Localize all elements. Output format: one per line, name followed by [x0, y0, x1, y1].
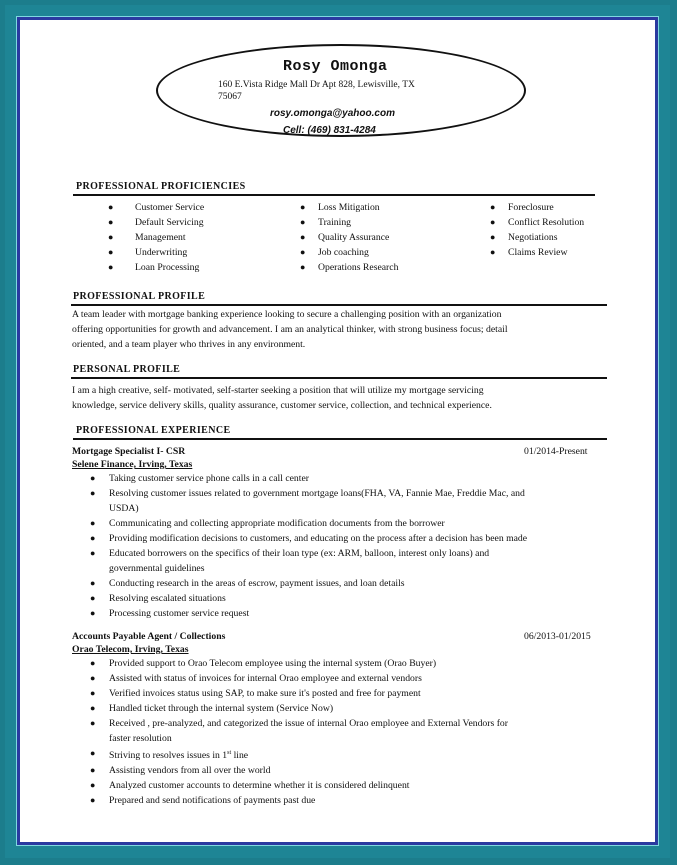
job-bullets — [90, 471, 620, 621]
job-dates: 01/2014-Present — [524, 446, 588, 457]
list-item: ● Negotiations — [490, 232, 558, 243]
address-line-2: 75067 — [218, 92, 242, 102]
list-item: ● Resolving customer issues related to government mortgage loans(FHA, VA, Fannie Mae, Freddie Mac, and USDA) — [90, 488, 525, 514]
proficiency-column-2 — [300, 200, 480, 275]
list-item: ● Management — [108, 232, 186, 243]
candidate-name: Rosy Omonga — [283, 58, 388, 75]
list-item: ● Striving to resolves issues in 1st line — [90, 748, 249, 762]
list-item: ● Underwriting — [108, 247, 188, 258]
list-item: ● Claims Review — [490, 247, 568, 258]
list-item: ● Providing modification decisions to customers, and educating on the process after a decision has been made — [90, 533, 528, 544]
list-item: ● Prepared and send notifications of payments past due — [90, 795, 316, 807]
list-item: ● Provided support to Orao Telecom employee using the internal system (Orao Buyer) — [90, 658, 437, 669]
job-title: Mortgage Specialist I- CSR — [72, 446, 186, 457]
list-item: ● Analyzed customer accounts to determine whether it is considered delinquent — [90, 780, 410, 792]
divider — [71, 377, 607, 379]
list-item: ● Resolving escalated situations — [90, 593, 226, 604]
list-item: ● Loss Mitigation — [300, 202, 380, 213]
list-item: ● Verified invoices status using SAP, to make sure it's posted and free for payment — [90, 688, 421, 699]
list-item: ● Conducting research in the areas of escrow, payment issues, and loan details — [90, 578, 405, 589]
list-item: ● Communicating and collecting appropriate modification documents from the borrower — [90, 518, 445, 529]
divider — [73, 194, 595, 196]
list-item: ● Default Servicing — [108, 217, 204, 228]
personal-text: I am a high creative, self- motivated, self-starter seeking a position that will utilize my mortgage servicing knowledge, service delivery skills, quality assurance, customer service, collection, and technical experience. — [72, 385, 492, 411]
list-item: ● Taking customer service phone calls in a call center — [90, 473, 309, 484]
job-title: Accounts Payable Agent / Collections — [72, 631, 226, 642]
proficiency-column-1 — [108, 200, 288, 275]
job-company: Selene Finance, Irving, Texas — [72, 459, 193, 470]
job-company: Orao Telecom, Irving, Texas — [72, 644, 189, 655]
divider — [71, 304, 607, 306]
list-item: ● Assisting vendors from all over the world — [90, 765, 271, 777]
address-line-1: 160 E.Vista Ridge Mall Dr Apt 828, Lewisville, TX — [218, 80, 415, 90]
list-item: ● Processing customer service request — [90, 608, 250, 619]
list-item: ● Conflict Resolution — [490, 217, 585, 228]
profile-text: A team leader with mortgage banking experience looking to secure a challenging position with an organization offering opportunities for growth and advancement. I am an analytical thinker, with strong business focus; detail oriented, and a team player who thrives in any environment. — [72, 309, 508, 350]
list-item: ● Customer Service — [108, 202, 205, 213]
list-item: ● Educated borrowers on the specifics of their loan type (ex: ARM, balloon, interest only loans) and governmental guidelines — [90, 548, 490, 574]
list-item: ● Job coaching — [300, 247, 369, 258]
job-bullets — [90, 656, 620, 808]
section-heading-proficiencies: PROFESSIONAL PROFICIENCIES — [76, 181, 246, 192]
list-item: ● Training — [300, 217, 352, 228]
list-item: ● Received , pre-analyzed, and categorized the issue of internal Orao employee and External Vendors for faster resolution — [90, 718, 508, 744]
list-item: ● Operations Research — [300, 262, 399, 273]
section-heading-profile: PROFESSIONAL PROFILE — [73, 291, 206, 302]
email[interactable]: rosy.omonga@yahoo.com — [270, 108, 395, 119]
list-item: ● Quality Assurance — [300, 232, 390, 243]
section-heading-experience: PROFESSIONAL EXPERIENCE — [76, 425, 231, 436]
list-item: ● Assisted with status of invoices for internal Orao employee and external vendors — [90, 673, 422, 684]
phone: Cell: (469) 831-4284 — [283, 125, 376, 136]
list-item: ● Handled ticket through the internal system (Service Now) — [90, 703, 334, 714]
job-dates: 06/2013-01/2015 — [524, 631, 591, 642]
list-item: ● Foreclosure — [490, 202, 554, 213]
list-item: ● Loan Processing — [108, 262, 200, 273]
section-heading-personal: PERSONAL PROFILE — [73, 364, 181, 375]
proficiency-column-3 — [490, 200, 620, 260]
divider — [73, 438, 607, 440]
